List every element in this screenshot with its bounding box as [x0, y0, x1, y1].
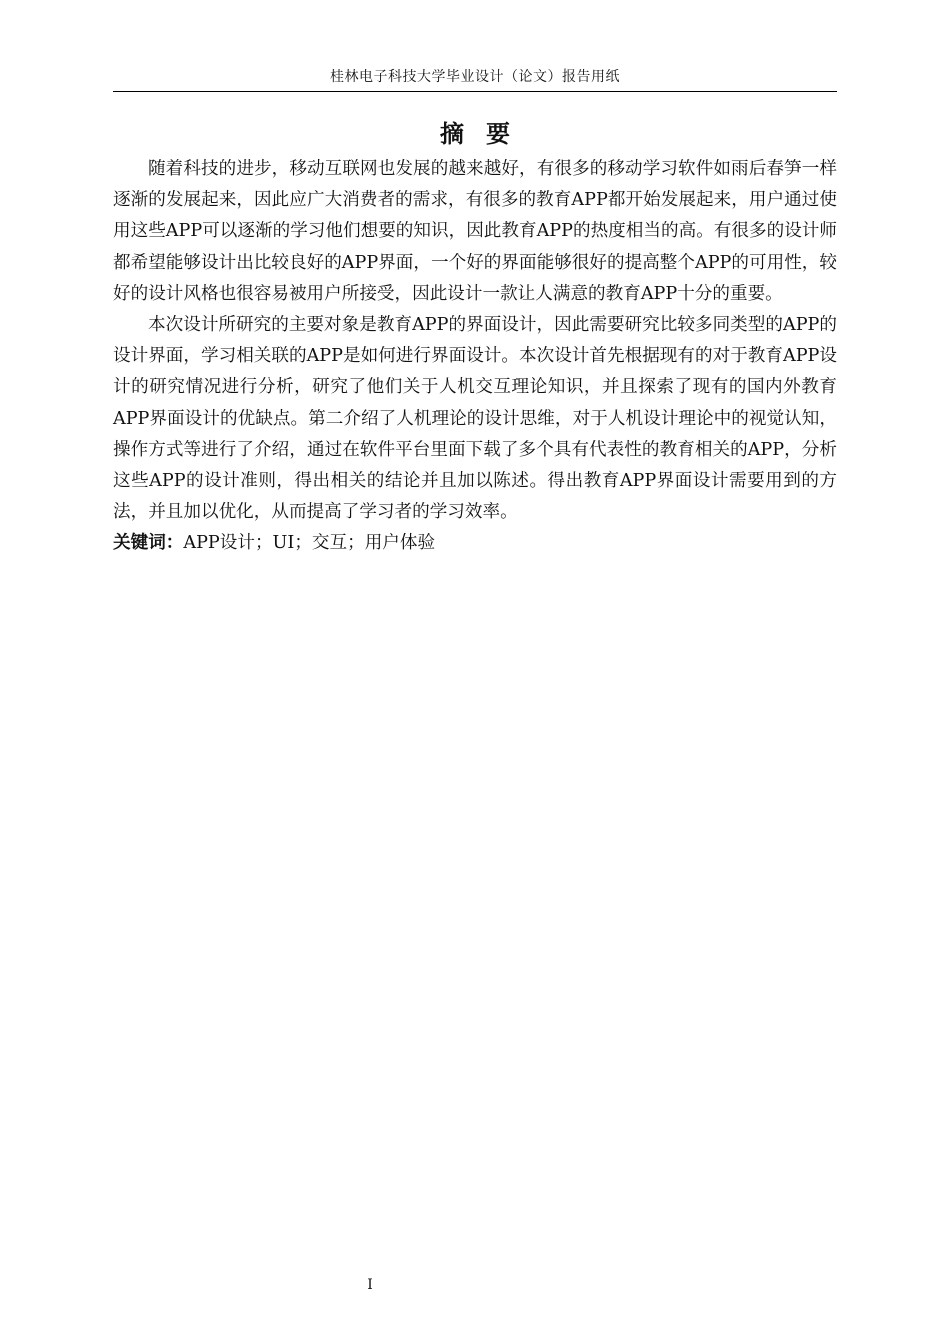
page-header: 桂林电子科技大学毕业设计（论文）报告用纸: [330, 69, 620, 85]
abstract-title: 摘要: [440, 120, 532, 148]
keywords-value: APP设计；UI；交互；用户体验: [183, 533, 436, 554]
keywords-line: [113, 528, 837, 559]
abstract-body: [113, 154, 837, 560]
abstract-paragraph-2: 本次设计所研究的主要对象是教育APP的界面设计，因此需要研究比较多同类型的APP的设计界面，学习相关联的APP是如何进行界面设计。本次设计首先根据现有的对于教育APP设计的研究情况进行分析，研究了他们关于人机交互理论知识，并且探索了现有的国内外教育APP界面设计的优缺点。第二介绍了人机理论的设计思维，对于人机设计理论中的视觉认知，操作方式等进行了介绍，通过在软件平台里面下载了多个具有代表性的教育相关的APP，分析这些APP的设计准则，得出相关的结论并且加以陈述。得出教育APP界面设计需要用到的方法，并且加以优化，从而提高了学习者的学习效率。: [113, 315, 837, 523]
keywords-label: 关键词：: [113, 533, 184, 554]
abstract-paragraph-1: 随着科技的进步，移动互联网也发展的越来越好，有很多的移动学习软件如雨后春笋一样逐渐的发展起来，因此应广大消费者的需求，有很多的教育APP都开始发展起来，用户通过使用这些APP可以逐渐的学习他们想要的知识，因此教育APP的热度相当的高。有很多的设计师都希望能够设计出比较良好的APP界面，一个好的界面能够很好的提高整个APP的可用性，较好的设计风格也很容易被用户所接受，因此设计一款让人满意的教育APP十分的重要。: [113, 159, 837, 304]
header-rule: [113, 91, 837, 92]
page-number: I: [367, 1277, 373, 1293]
